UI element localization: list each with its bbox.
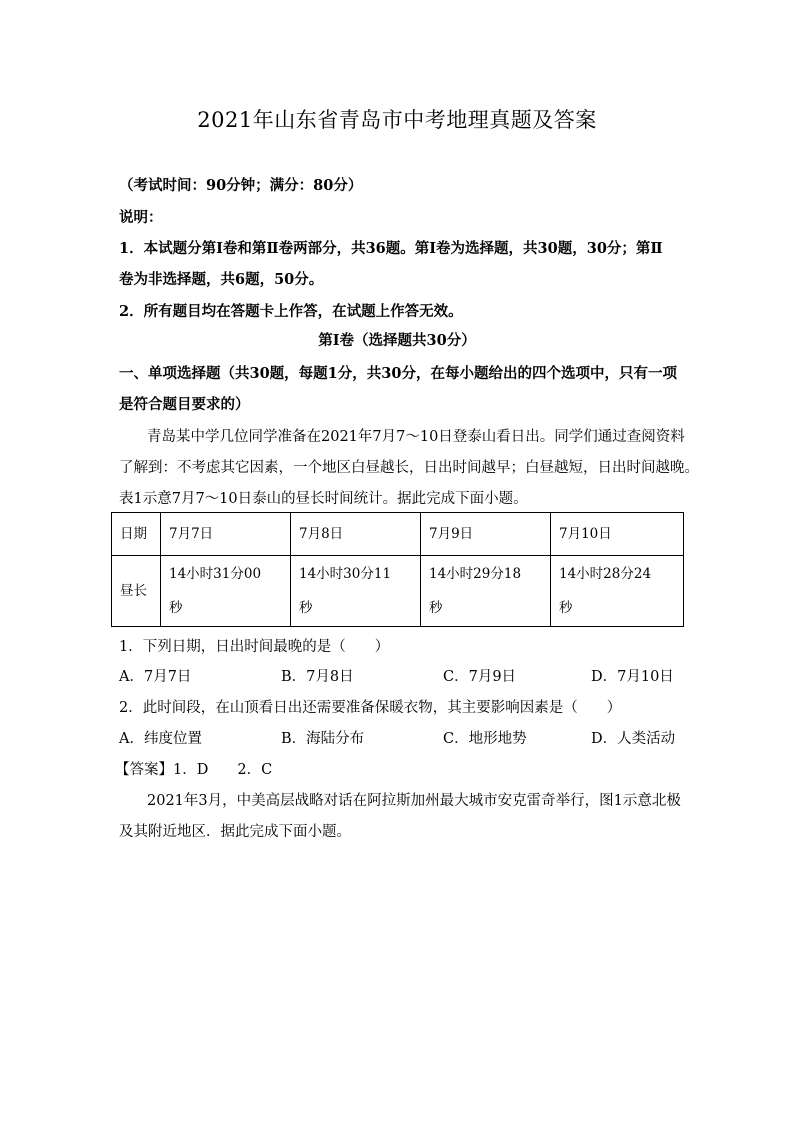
section-title: 第Ⅰ卷（选择题共30分）: [318, 332, 476, 349]
q1-stem: 1．下列日期，日出时间最晚的是（ ）: [119, 639, 390, 655]
daylength-text-unit: 秒: [559, 600, 573, 616]
passage1-line-1: 青岛某中学几位同学准备在2021年7月7～10日登泰山看日出。同学们通过查阅资料: [147, 429, 685, 445]
daylength-text-unit: 秒: [299, 600, 313, 616]
daylength-table: [111, 512, 684, 627]
daylength-text: 14小时29分18: [429, 566, 522, 582]
page-title: 2021年山东省青岛市中考地理真题及答案: [197, 108, 597, 132]
answer-line: 【答案】1．D 2．C: [115, 762, 273, 778]
daylength-text: 14小时31分00: [169, 566, 262, 582]
q2-option-a: A．纬度位置: [119, 731, 202, 747]
instruction-item-1-line-1: 1．本试题分第Ⅰ卷和第Ⅱ卷两部分，共36题。第Ⅰ卷为选择题，共30题，30分；第Ⅱ: [119, 240, 663, 257]
q1-option-d: D．7月10日: [591, 669, 674, 685]
passage1-line-3: 表1示意7月7～10日泰山的昼长时间统计。据此完成下面小题。: [119, 491, 528, 507]
q1-option-c: C．7月9日: [443, 669, 517, 685]
table-row: [112, 556, 684, 627]
daylength-text-unit: 秒: [169, 600, 183, 616]
date-cell: 7月9日: [421, 513, 551, 556]
q1-option-b: B．7月8日: [281, 669, 354, 685]
instruction-item-1-line-2: 卷为非选择题，共6题，50分。: [119, 271, 324, 288]
passage2-line-1: 2021年3月，中美高层战略对话在阿拉斯加州最大城市安克雷奇举行，图1示意北极: [147, 793, 681, 809]
daylength-text: 14小时30分11: [299, 566, 392, 582]
daylength-cell: [161, 556, 291, 627]
part1-heading-line-2: 是符合题目要求的）: [119, 396, 250, 413]
q2-option-b: B．海陆分布: [281, 731, 365, 747]
passage2-line-2: 及其附近地区．据此完成下面小题。: [119, 824, 351, 840]
date-cell: 7月7日: [161, 513, 291, 556]
q2-option-d: D．人类活动: [591, 731, 676, 747]
q1-option-a: A．7月7日: [119, 669, 192, 685]
date-cell: 7月10日: [551, 513, 684, 556]
q2-stem: 2．此时间段，在山顶看日出还需要准备保暖衣物，其主要影响因素是（ ）: [119, 700, 622, 716]
part1-heading-line-1: 一、单项选择题（共30题，每题1分，共30分，在每小题给出的四个选项中，只有一项: [119, 365, 677, 382]
daylength-cell: [421, 556, 551, 627]
row-label-daylength: 昼长: [112, 556, 161, 627]
instruction-item-2: 2．所有题目均在答题卡上作答，在试题上作答无效。: [119, 303, 463, 320]
instructions-heading: 说明：: [119, 209, 163, 226]
daylength-cell: [291, 556, 421, 627]
q2-option-c: C．地形地势: [443, 731, 527, 747]
daylength-text: 14小时28分24: [559, 566, 652, 582]
daylength-text-unit: 秒: [429, 600, 443, 616]
row-label-date: 日期: [112, 513, 161, 556]
table-row: [112, 513, 684, 556]
passage1-line-2: 了解到：不考虑其它因素，一个地区白昼越长，日出时间越早；白昼越短，日出时间越晚。: [119, 460, 699, 476]
daylength-cell: [551, 556, 684, 627]
date-cell: 7月8日: [291, 513, 421, 556]
exam-info: （考试时间：90分钟；满分：80分）: [119, 177, 363, 194]
